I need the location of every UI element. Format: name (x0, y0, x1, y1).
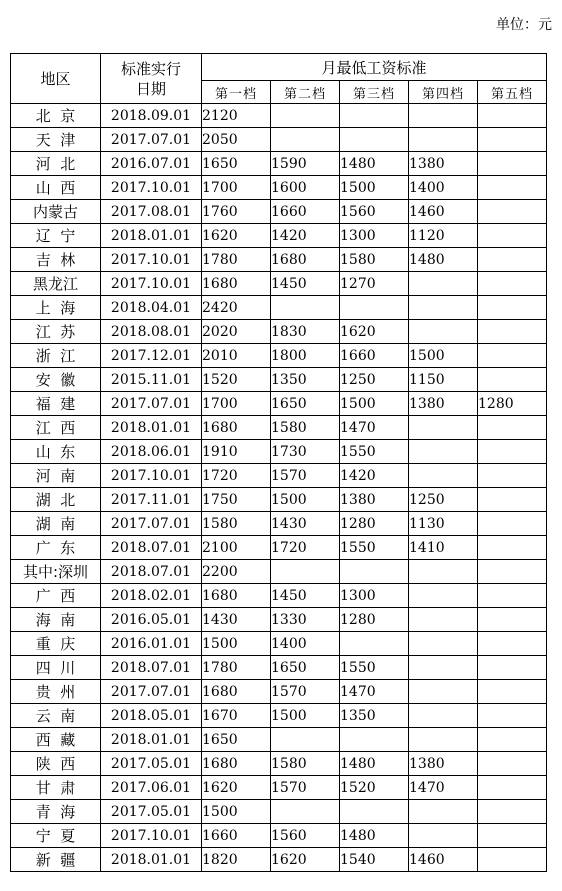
tier-1-cell: 2100 (202, 536, 271, 560)
tier-3-cell (340, 728, 409, 752)
table-row (11, 656, 547, 680)
table-row (11, 728, 547, 752)
tier-1-cell: 2120 (202, 104, 271, 128)
effective-date-cell: 2018.07.01 (101, 560, 202, 584)
tier-3-cell: 1550 (340, 440, 409, 464)
tier-5-cell (478, 320, 547, 344)
tier-3-cell: 1470 (340, 416, 409, 440)
header-tier-5: 第五档 (478, 81, 547, 104)
table-row (11, 488, 547, 512)
region-cell: 河 南 (11, 464, 101, 488)
region-cell: 重 庆 (11, 632, 101, 656)
region-cell: 河 北 (11, 152, 101, 176)
tier-3-cell: 1480 (340, 824, 409, 848)
tier-5-cell (478, 848, 547, 872)
tier-4-cell: 1380 (409, 392, 478, 416)
tier-4-cell (409, 560, 478, 584)
tier-4-cell: 1120 (409, 224, 478, 248)
tier-5-cell (478, 200, 547, 224)
tier-2-cell: 1350 (271, 368, 340, 392)
tier-5-cell (478, 656, 547, 680)
tier-1-cell: 1650 (202, 152, 271, 176)
header-tier-1: 第一档 (202, 81, 271, 104)
effective-date-cell: 2017.11.01 (101, 488, 202, 512)
tier-2-cell (271, 728, 340, 752)
tier-4-cell (409, 416, 478, 440)
tier-3-cell: 1550 (340, 656, 409, 680)
table-row (11, 344, 547, 368)
tier-3-cell: 1500 (340, 176, 409, 200)
tier-4-cell: 1460 (409, 200, 478, 224)
tier-1-cell: 1750 (202, 488, 271, 512)
header-monthly-min-wage: 月最低工资标准 (202, 54, 547, 81)
tier-2-cell (271, 560, 340, 584)
tier-5-cell (478, 176, 547, 200)
effective-date-cell: 2017.07.01 (101, 680, 202, 704)
effective-date-cell: 2017.05.01 (101, 800, 202, 824)
table-row (11, 320, 547, 344)
header-date-line2: 日期 (135, 79, 166, 98)
table-row (11, 296, 547, 320)
tier-3-cell: 1520 (340, 776, 409, 800)
tier-5-cell (478, 464, 547, 488)
effective-date-cell: 2018.09.01 (101, 104, 202, 128)
region-cell: 山 西 (11, 176, 101, 200)
tier-1-cell: 1680 (202, 416, 271, 440)
region-cell: 黑龙江 (11, 272, 101, 296)
tier-1-cell: 2200 (202, 560, 271, 584)
effective-date-cell: 2018.07.01 (101, 536, 202, 560)
tier-4-cell: 1470 (409, 776, 478, 800)
effective-date-cell: 2018.01.01 (101, 416, 202, 440)
table-row (11, 392, 547, 416)
region-cell: 陕 西 (11, 752, 101, 776)
region-cell: 福 建 (11, 392, 101, 416)
tier-5-cell (478, 680, 547, 704)
tier-3-cell: 1420 (340, 464, 409, 488)
effective-date-cell: 2018.01.01 (101, 224, 202, 248)
tier-2-cell (271, 128, 340, 152)
tier-1-cell: 1430 (202, 608, 271, 632)
tier-4-cell: 1130 (409, 512, 478, 536)
tier-1-cell: 1520 (202, 368, 271, 392)
tier-1-cell: 2050 (202, 128, 271, 152)
tier-3-cell: 1560 (340, 200, 409, 224)
tier-4-cell: 1150 (409, 368, 478, 392)
tier-4-cell (409, 440, 478, 464)
tier-3-cell: 1270 (340, 272, 409, 296)
table-row (11, 848, 547, 872)
tier-5-cell (478, 368, 547, 392)
tier-2-cell: 1400 (271, 632, 340, 656)
tier-1-cell: 1500 (202, 800, 271, 824)
tier-2-cell: 1580 (271, 752, 340, 776)
region-cell: 辽 宁 (11, 224, 101, 248)
table-row (11, 440, 547, 464)
effective-date-cell: 2018.08.01 (101, 320, 202, 344)
table-row (11, 248, 547, 272)
tier-1-cell: 1680 (202, 752, 271, 776)
tier-5-cell (478, 632, 547, 656)
tier-3-cell: 1280 (340, 512, 409, 536)
tier-3-cell: 1500 (340, 392, 409, 416)
tier-4-cell: 1250 (409, 488, 478, 512)
tier-3-cell: 1540 (340, 848, 409, 872)
tier-5-cell (478, 584, 547, 608)
tier-1-cell: 1670 (202, 704, 271, 728)
tier-2-cell: 1660 (271, 200, 340, 224)
tier-3-cell (340, 296, 409, 320)
table-row (11, 752, 547, 776)
tier-3-cell: 1300 (340, 224, 409, 248)
header-region: 地区 (11, 54, 101, 104)
tier-3-cell: 1480 (340, 152, 409, 176)
region-cell: 山 东 (11, 440, 101, 464)
tier-4-cell (409, 296, 478, 320)
tier-5-cell (478, 440, 547, 464)
region-cell: 青 海 (11, 800, 101, 824)
tier-5-cell (478, 776, 547, 800)
table-row (11, 512, 547, 536)
tier-2-cell: 1420 (271, 224, 340, 248)
tier-1-cell: 2020 (202, 320, 271, 344)
effective-date-cell: 2017.10.01 (101, 248, 202, 272)
header-tier-2: 第二档 (271, 81, 340, 104)
effective-date-cell: 2018.01.01 (101, 728, 202, 752)
tier-2-cell: 1570 (271, 680, 340, 704)
region-cell: 宁 夏 (11, 824, 101, 848)
tier-1-cell: 1910 (202, 440, 271, 464)
tier-2-cell (271, 296, 340, 320)
tier-1-cell: 1500 (202, 632, 271, 656)
effective-date-cell: 2017.10.01 (101, 464, 202, 488)
tier-3-cell: 1250 (340, 368, 409, 392)
tier-1-cell: 1780 (202, 248, 271, 272)
effective-date-cell: 2017.10.01 (101, 824, 202, 848)
region-cell: 江 苏 (11, 320, 101, 344)
minimum-wage-table (10, 53, 547, 872)
tier-5-cell (478, 512, 547, 536)
tier-1-cell: 1700 (202, 392, 271, 416)
effective-date-cell: 2018.01.01 (101, 848, 202, 872)
table-row (11, 224, 547, 248)
tier-4-cell (409, 128, 478, 152)
table-row (11, 824, 547, 848)
tier-3-cell (340, 128, 409, 152)
tier-1-cell: 1680 (202, 584, 271, 608)
effective-date-cell: 2018.06.01 (101, 440, 202, 464)
tier-2-cell: 1720 (271, 536, 340, 560)
tier-1-cell: 1580 (202, 512, 271, 536)
table-row (11, 176, 547, 200)
tier-1-cell: 1680 (202, 272, 271, 296)
effective-date-cell: 2015.11.01 (101, 368, 202, 392)
region-cell: 广 东 (11, 536, 101, 560)
tier-4-cell (409, 704, 478, 728)
tier-4-cell (409, 104, 478, 128)
tier-5-cell (478, 416, 547, 440)
effective-date-cell: 2018.05.01 (101, 704, 202, 728)
effective-date-cell: 2017.07.01 (101, 512, 202, 536)
tier-3-cell (340, 800, 409, 824)
tier-4-cell (409, 800, 478, 824)
region-cell: 上 海 (11, 296, 101, 320)
tier-4-cell (409, 584, 478, 608)
tier-5-cell (478, 104, 547, 128)
tier-3-cell (340, 632, 409, 656)
effective-date-cell: 2017.07.01 (101, 392, 202, 416)
region-cell: 云 南 (11, 704, 101, 728)
header-date-line1: 标准实行 (120, 59, 181, 78)
tier-3-cell: 1620 (340, 320, 409, 344)
effective-date-cell: 2016.05.01 (101, 608, 202, 632)
tier-5-cell (478, 560, 547, 584)
tier-2-cell: 1570 (271, 776, 340, 800)
table-row (11, 128, 547, 152)
tier-3-cell: 1300 (340, 584, 409, 608)
region-cell: 湖 北 (11, 488, 101, 512)
tier-5-cell (478, 536, 547, 560)
tier-1-cell: 1620 (202, 224, 271, 248)
tier-2-cell: 1650 (271, 656, 340, 680)
region-cell: 甘 肃 (11, 776, 101, 800)
tier-5-cell (478, 152, 547, 176)
effective-date-cell: 2016.01.01 (101, 632, 202, 656)
effective-date-cell: 2017.10.01 (101, 272, 202, 296)
effective-date-cell: 2017.05.01 (101, 752, 202, 776)
tier-2-cell: 1730 (271, 440, 340, 464)
tier-1-cell: 1820 (202, 848, 271, 872)
tier-2-cell: 1450 (271, 584, 340, 608)
tier-1-cell: 2420 (202, 296, 271, 320)
tier-5-cell (478, 296, 547, 320)
tier-2-cell: 1830 (271, 320, 340, 344)
table-row (11, 104, 547, 128)
tier-4-cell (409, 680, 478, 704)
tier-1-cell: 1680 (202, 680, 271, 704)
tier-4-cell (409, 728, 478, 752)
tier-4-cell: 1380 (409, 152, 478, 176)
tier-4-cell (409, 320, 478, 344)
header-tier-4: 第四档 (409, 81, 478, 104)
tier-2-cell: 1580 (271, 416, 340, 440)
tier-1-cell: 1760 (202, 200, 271, 224)
table-row (11, 416, 547, 440)
table-row (11, 464, 547, 488)
tier-5-cell (478, 728, 547, 752)
table-row (11, 800, 547, 824)
table-row (11, 152, 547, 176)
table-row (11, 368, 547, 392)
region-cell: 新 疆 (11, 848, 101, 872)
tier-5-cell (478, 344, 547, 368)
tier-2-cell: 1680 (271, 248, 340, 272)
region-cell: 海 南 (11, 608, 101, 632)
tier-4-cell (409, 656, 478, 680)
table-row (11, 560, 547, 584)
tier-5-cell (478, 128, 547, 152)
region-cell: 吉 林 (11, 248, 101, 272)
tier-5-cell (478, 224, 547, 248)
tier-5-cell (478, 488, 547, 512)
region-cell: 贵 州 (11, 680, 101, 704)
tier-2-cell: 1500 (271, 488, 340, 512)
region-cell: 江 西 (11, 416, 101, 440)
unit-label: 单位：元 (496, 17, 552, 33)
tier-2-cell: 1560 (271, 824, 340, 848)
table-body (11, 104, 547, 872)
tier-4-cell: 1380 (409, 752, 478, 776)
tier-2-cell: 1590 (271, 152, 340, 176)
region-cell: 浙 江 (11, 344, 101, 368)
tier-1-cell: 1720 (202, 464, 271, 488)
tier-2-cell: 1650 (271, 392, 340, 416)
effective-date-cell: 2017.07.01 (101, 128, 202, 152)
effective-date-cell: 2017.06.01 (101, 776, 202, 800)
tier-3-cell: 1480 (340, 752, 409, 776)
header-tier-3: 第三档 (340, 81, 409, 104)
effective-date-cell: 2016.07.01 (101, 152, 202, 176)
region-cell: 天 津 (11, 128, 101, 152)
tier-3-cell (340, 560, 409, 584)
tier-5-cell (478, 608, 547, 632)
region-cell: 四 川 (11, 656, 101, 680)
region-cell: 内蒙古 (11, 200, 101, 224)
table-row (11, 584, 547, 608)
tier-4-cell (409, 464, 478, 488)
tier-1-cell: 1620 (202, 776, 271, 800)
tier-2-cell: 1620 (271, 848, 340, 872)
table-row (11, 704, 547, 728)
region-cell: 湖 南 (11, 512, 101, 536)
tier-1-cell: 1780 (202, 656, 271, 680)
tier-3-cell: 1380 (340, 488, 409, 512)
tier-5-cell (478, 248, 547, 272)
tier-2-cell: 1600 (271, 176, 340, 200)
region-cell: 西 藏 (11, 728, 101, 752)
tier-2-cell: 1450 (271, 272, 340, 296)
tier-4-cell (409, 632, 478, 656)
tier-3-cell (340, 104, 409, 128)
table-row (11, 608, 547, 632)
effective-date-cell: 2017.12.01 (101, 344, 202, 368)
tier-5-cell (478, 704, 547, 728)
tier-4-cell: 1500 (409, 344, 478, 368)
tier-1-cell: 1650 (202, 728, 271, 752)
tier-1-cell: 2010 (202, 344, 271, 368)
tier-2-cell: 1500 (271, 704, 340, 728)
tier-4-cell: 1460 (409, 848, 478, 872)
region-cell: 北 京 (11, 104, 101, 128)
tier-5-cell: 1280 (478, 392, 547, 416)
effective-date-cell: 2017.08.01 (101, 200, 202, 224)
tier-2-cell: 1430 (271, 512, 340, 536)
tier-1-cell: 1660 (202, 824, 271, 848)
effective-date-cell: 2018.02.01 (101, 584, 202, 608)
region-cell: 安 徽 (11, 368, 101, 392)
effective-date-cell: 2017.10.01 (101, 176, 202, 200)
tier-5-cell (478, 800, 547, 824)
tier-2-cell (271, 800, 340, 824)
tier-4-cell: 1410 (409, 536, 478, 560)
effective-date-cell: 2018.04.01 (101, 296, 202, 320)
tier-5-cell (478, 752, 547, 776)
tier-4-cell (409, 608, 478, 632)
tier-1-cell: 1700 (202, 176, 271, 200)
table-row (11, 536, 547, 560)
effective-date-cell: 2018.07.01 (101, 656, 202, 680)
tier-3-cell: 1660 (340, 344, 409, 368)
tier-3-cell: 1280 (340, 608, 409, 632)
tier-3-cell: 1550 (340, 536, 409, 560)
region-cell: 其中:深圳 (11, 560, 101, 584)
table-row (11, 200, 547, 224)
table-row (11, 632, 547, 656)
table-row (11, 776, 547, 800)
tier-4-cell: 1480 (409, 248, 478, 272)
header-effective-date (101, 54, 202, 104)
tier-4-cell: 1400 (409, 176, 478, 200)
tier-2-cell: 1330 (271, 608, 340, 632)
tier-2-cell: 1570 (271, 464, 340, 488)
tier-3-cell: 1470 (340, 680, 409, 704)
table-row (11, 680, 547, 704)
tier-5-cell (478, 824, 547, 848)
region-cell: 广 西 (11, 584, 101, 608)
tier-2-cell (271, 104, 340, 128)
tier-3-cell: 1580 (340, 248, 409, 272)
table-row (11, 272, 547, 296)
tier-2-cell: 1800 (271, 344, 340, 368)
tier-5-cell (478, 272, 547, 296)
tier-4-cell (409, 824, 478, 848)
tier-4-cell (409, 272, 478, 296)
tier-3-cell: 1350 (340, 704, 409, 728)
